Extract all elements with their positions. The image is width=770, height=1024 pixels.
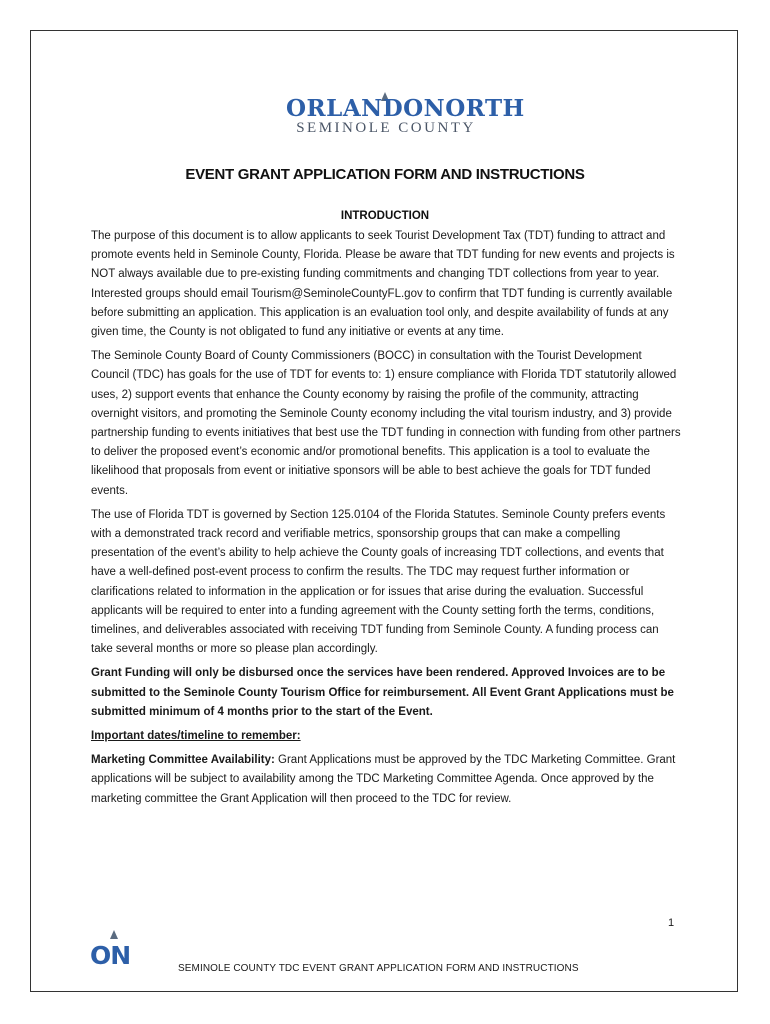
page-number: 1 (668, 917, 675, 929)
document-title: EVENT GRANT APPLICATION FORM AND INSTRUCTIONS (185, 166, 585, 183)
intro-paragraph-1: The purpose of this document is to allow applicants to seek Tourist Development Tax (TDT) funding to attract and promote events held in Seminole County, Florida. Please be aware that TDT funding for new events and projects is NOT always available due to pre-existing funding commitments and changing TDT collections from year to year. Interested groups should email Tourism@SeminoleCountyFL.gov to confirm that TDT funding is currently available before submitting an application. This application is an evaluation tool only, and despite availability of funds at any given time, the County is not obligated to fund any initiative or events at any time. (91, 230, 675, 339)
logo-line-1: ORLANDONORTH (286, 95, 525, 122)
intro-paragraph-2: The Seminole County Board of County Commissioners (BOCC) in consultation with the Tourist Development Council (TDC) has goals for the use of TDT for events to: 1) ensure compliance with Florida TDT statutorily allowed uses, 2) support events that enhance the County economy by raising the profile of the community, attracting overnight visitors, and promoting the Seminole County economy including the vital tourism industry, and 3) provide partnership funding to events initiatives that best use the TDT funding in connection with funding from other partners to deliver the proposed event’s economic and/or promotional benefits. This application is a tool to evaluate the likelihood that proposals from event or initiative sponsors will be able to best achieve the goals for TDT funded events. (91, 350, 681, 497)
intro-paragraph-3: The use of Florida TDT is governed by Section 125.0104 of the Florida Statutes. Seminole County prefers events with a demonstrated track record and verifiable metrics, sponsorship groups that can make a compelling presentation of the event’s ability to help achieve the County goals of increasing TDT collections, and events that have a well-defined post-event process to confirm the results. The TDC may request further information or clarifications related to information in the application or for issues that arise during the evaluation. Successful applicants will be required to enter into a funding agreement with the County setting forth the terms, conditions, timelines, and deliverables associated with receiving TDT funding from Seminole County. A funding process can take several months or more so please plan accordingly. (91, 508, 666, 656)
document-body (91, 227, 683, 814)
important-dates-heading: Important dates/timeline to remember: (91, 730, 301, 743)
logo-line-2: SEMINOLE COUNTY (296, 120, 476, 136)
marketing-committee-paragraph (91, 751, 683, 809)
footer-text: SEMINOLE COUNTY TDC EVENT GRANT APPLICATION FORM AND INSTRUCTIONS (178, 963, 579, 974)
footer-on-logo (90, 930, 140, 974)
section-heading-introduction: INTRODUCTION (340, 210, 430, 222)
orlando-north-logo (286, 92, 525, 138)
footer-mark: ON (90, 941, 131, 970)
marketing-committee-text: Grant Applications must be approved by the TDC Marketing Committee. Grant applications will be subject to availability among the TDC Marketing Committee Agenda. Once approved by the marketing committee the Grant Application will then proceed to the TDC for review. (91, 754, 676, 805)
funding-notice: Grant Funding will only be disbursed once the services have been rendered. Approved Invoices are to be submitted to the Seminole County Tourism Office for reimbursement. All Event Grant Applications must be submitted minimum of 4 months prior to the start of the Event. (91, 667, 674, 718)
north-arrow-icon (110, 930, 118, 939)
marketing-committee-label: Marketing Committee Availability: (91, 754, 275, 767)
